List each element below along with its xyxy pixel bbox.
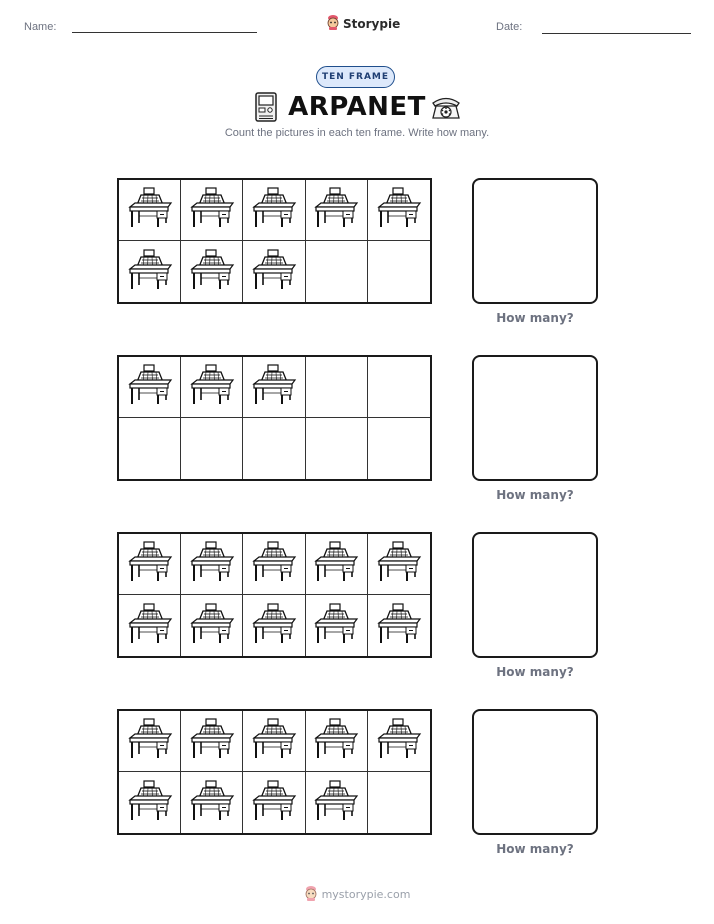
how-many-label: How many? xyxy=(496,311,574,325)
ten-frame-cell xyxy=(243,772,305,833)
ten-frame-cell xyxy=(306,534,368,595)
teletype-desk-icon xyxy=(189,778,235,828)
ten-frame-cell xyxy=(243,418,305,479)
teletype-desk-icon xyxy=(251,185,297,235)
ten-frame-cell xyxy=(119,711,181,772)
teletype-desk-icon xyxy=(251,247,297,297)
answer-box[interactable] xyxy=(472,709,598,835)
teletype-desk-icon xyxy=(313,778,359,828)
teletype-desk-icon xyxy=(189,362,235,412)
ten-frame-cell xyxy=(368,772,430,833)
teletype-desk-icon xyxy=(313,716,359,766)
computer-terminal-icon xyxy=(255,92,277,126)
date-label: Date: xyxy=(496,21,523,33)
how-many-label: How many? xyxy=(496,842,574,856)
page-title: ARPANET xyxy=(288,92,426,122)
ten-frame-cell xyxy=(119,357,181,418)
teletype-desk-icon xyxy=(189,539,235,589)
storypie-mascot-icon xyxy=(304,885,318,904)
teletype-desk-icon xyxy=(313,185,359,235)
ten-frame xyxy=(117,355,432,481)
teletype-desk-icon xyxy=(127,716,173,766)
ten-frame-cell xyxy=(181,357,243,418)
ten-frame-cell xyxy=(306,241,368,302)
teletype-desk-icon xyxy=(251,716,297,766)
ten-frame-cell xyxy=(243,357,305,418)
ten-frame xyxy=(117,709,432,835)
answer-box[interactable] xyxy=(472,532,598,658)
ten-frame-cell xyxy=(181,180,243,241)
ten-frame-cell xyxy=(119,772,181,833)
rotary-telephone-icon xyxy=(430,94,462,124)
how-many-label: How many? xyxy=(496,488,574,502)
storypie-mascot-icon xyxy=(326,14,340,33)
teletype-desk-icon xyxy=(189,185,235,235)
ten-frame-cell xyxy=(181,595,243,656)
teletype-desk-icon xyxy=(251,778,297,828)
ten-frame-cell xyxy=(368,418,430,479)
ten-frame-cell xyxy=(119,595,181,656)
teletype-desk-icon xyxy=(313,539,359,589)
ten-frame-cell xyxy=(119,534,181,595)
teletype-desk-icon xyxy=(127,185,173,235)
teletype-desk-icon xyxy=(189,716,235,766)
footer xyxy=(0,885,714,904)
ten-frame-cell xyxy=(368,711,430,772)
ten-frame-cell xyxy=(119,418,181,479)
ten-frame-cell xyxy=(243,180,305,241)
brand-logo xyxy=(326,14,400,33)
ten-frame-cell xyxy=(368,534,430,595)
ten-frame xyxy=(117,178,432,304)
ten-frame-badge: TEN FRAME xyxy=(316,66,395,88)
teletype-desk-icon xyxy=(189,601,235,651)
date-line[interactable] xyxy=(542,33,691,34)
instructions: Count the pictures in each ten frame. Write how many. xyxy=(224,127,490,139)
brand-name: Storypie xyxy=(343,16,401,31)
ten-frame-cell xyxy=(181,711,243,772)
teletype-desk-icon xyxy=(251,362,297,412)
ten-frame-cell xyxy=(243,241,305,302)
ten-frame-cell xyxy=(306,772,368,833)
answer-box[interactable] xyxy=(472,178,598,304)
teletype-desk-icon xyxy=(376,601,422,651)
teletype-desk-icon xyxy=(376,185,422,235)
ten-frame-cell xyxy=(306,711,368,772)
how-many-label: How many? xyxy=(496,665,574,679)
teletype-desk-icon xyxy=(251,601,297,651)
teletype-desk-icon xyxy=(376,539,422,589)
ten-frame-cell xyxy=(119,241,181,302)
footer-url[interactable]: mystorypie.com xyxy=(321,888,411,901)
teletype-desk-icon xyxy=(127,247,173,297)
ten-frame-cell xyxy=(368,357,430,418)
teletype-desk-icon xyxy=(127,362,173,412)
teletype-desk-icon xyxy=(127,539,173,589)
teletype-desk-icon xyxy=(376,716,422,766)
teletype-desk-icon xyxy=(189,247,235,297)
ten-frame-cell xyxy=(368,180,430,241)
ten-frame-cell xyxy=(181,418,243,479)
ten-frame-cell xyxy=(243,595,305,656)
teletype-desk-icon xyxy=(127,601,173,651)
ten-frame-cell xyxy=(181,772,243,833)
ten-frame-cell xyxy=(181,534,243,595)
ten-frame-cell xyxy=(181,241,243,302)
ten-frame-cell xyxy=(368,595,430,656)
name-label: Name: xyxy=(24,21,57,33)
ten-frame-cell xyxy=(119,180,181,241)
ten-frame-cell xyxy=(243,534,305,595)
ten-frame-cell xyxy=(306,357,368,418)
ten-frame-cell xyxy=(306,418,368,479)
ten-frame-cell xyxy=(306,595,368,656)
name-line[interactable] xyxy=(72,32,257,33)
teletype-desk-icon xyxy=(251,539,297,589)
teletype-desk-icon xyxy=(127,778,173,828)
answer-box[interactable] xyxy=(472,355,598,481)
ten-frame-cell xyxy=(368,241,430,302)
ten-frame xyxy=(117,532,432,658)
ten-frame-cell xyxy=(306,180,368,241)
teletype-desk-icon xyxy=(313,601,359,651)
ten-frame-cell xyxy=(243,711,305,772)
